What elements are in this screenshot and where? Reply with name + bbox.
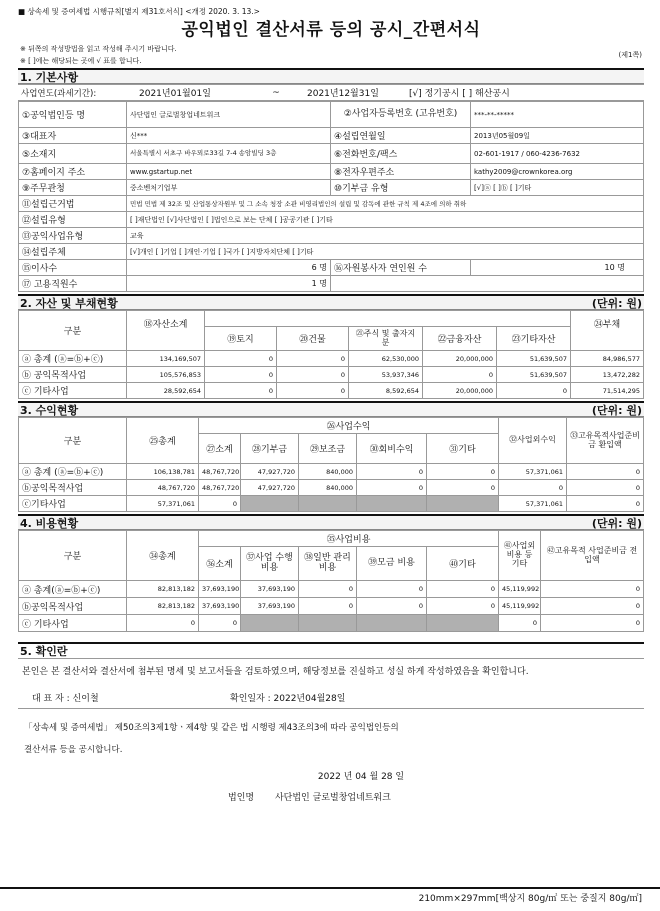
col-rev-total: ㉕총계 — [127, 418, 199, 464]
col-category: 구분 — [19, 531, 127, 581]
cell: 57,371,061 — [127, 496, 199, 512]
donation-type-value: [√]ⓐ [ ]ⓑ [ ]기타 — [471, 180, 644, 196]
paper-spec: 210mm×297mm[백상지 80g/㎡ 또는 중질지 80g/㎡] — [0, 887, 660, 904]
confirm-date: 확인일자 : 2022년04월28일 — [230, 694, 346, 704]
col-reserve-transfer: ㊷고유목적 사업준비금 전입액 — [541, 531, 644, 581]
col-category: 구분 — [19, 311, 127, 351]
section-title-text: 5. 확인란 — [20, 645, 68, 658]
cell: 82,813,182 — [127, 581, 199, 598]
col-donation: ㉘기부금 — [241, 434, 299, 464]
unit-label: (단위: 원) — [591, 297, 642, 310]
fy-start: 2021년01월01일 — [136, 85, 248, 101]
col-building: ⑳건물 — [277, 327, 349, 351]
cell: 71,514,295 — [571, 383, 644, 399]
cell: 13,472,282 — [571, 367, 644, 383]
section-assets-title — [18, 294, 644, 310]
cell: 20,000,000 — [423, 351, 497, 367]
col-asset-total: ⑱자산소계 — [127, 311, 205, 351]
volunteers-value: 10 명 — [471, 260, 644, 276]
col-subsidy: ㉙보조금 — [299, 434, 357, 464]
expense-table — [18, 530, 644, 632]
cell: 0 — [357, 598, 427, 615]
cell: 0 — [567, 480, 644, 496]
shaded-cell — [427, 615, 499, 632]
col-reserve-reversal: ㉝고유목적사업준비금 환입액 — [567, 418, 644, 464]
col-other-assets: ㉓기타자산 — [497, 327, 571, 351]
cell: 57,371,061 — [499, 496, 567, 512]
est-type-label: ⑫설립유형 — [19, 212, 127, 228]
phone-value: 02-601-1917 / 060-4236-7632 — [471, 144, 644, 164]
fy-label: 사업연도(과세기간): — [18, 85, 136, 101]
authority-value: 중소벤처기업부 — [127, 180, 331, 196]
section-confirm-title — [18, 642, 644, 658]
cell: 0 — [205, 351, 277, 367]
empty-cell — [331, 276, 644, 292]
cell: 20,000,000 — [423, 383, 497, 399]
employees-value: 1 명 — [127, 276, 331, 292]
rep-value: 신*** — [127, 128, 331, 144]
section-title-text: 1. 기본사항 — [20, 71, 79, 84]
corp-name: 사단법인 글로벌창업네트워크 — [274, 793, 391, 803]
section-title-text: 2. 자산 및 부채현황 — [20, 297, 118, 310]
email-label: ⑧전자우편주소 — [331, 164, 471, 180]
cell: 840,000 — [299, 464, 357, 480]
cell: 57,371,061 — [499, 464, 567, 480]
cell: 0 — [357, 581, 427, 598]
note-2: ※ [ ]에는 해당되는 곳에 √ 표를 합니다. — [20, 57, 142, 65]
unit-label: (단위: 원) — [591, 404, 642, 417]
homepage-label: ⑦홈페이지 주소 — [19, 164, 127, 180]
donation-type-label: ⑩기부금 유형 — [331, 180, 471, 196]
col-non-op-expense: ㊶사업외 비용 등 기타 — [499, 531, 541, 581]
cell: 106,138,781 — [127, 464, 199, 480]
est-date-value: 2013년05월09일 — [471, 128, 644, 144]
corp-name-label: ①공익법인등 명 — [19, 102, 127, 128]
address-label: ⑤소재지 — [19, 144, 127, 164]
cell: 0 — [205, 367, 277, 383]
cell: 47,927,720 — [241, 464, 299, 480]
cell: 0 — [299, 598, 357, 615]
biz-type-label: ⑬공익사업유형 — [19, 228, 127, 244]
row-public-label: ⓑ 공익목적사업 — [19, 367, 127, 383]
shaded-cell — [357, 496, 427, 512]
cell: 0 — [567, 464, 644, 480]
cell: 28,592,654 — [127, 383, 205, 399]
rep-label: ③대표자 — [19, 128, 127, 144]
section-revenue-title — [18, 401, 644, 417]
phone-label: ⑥전화번호/팩스 — [331, 144, 471, 164]
cell: 0 — [567, 496, 644, 512]
cell: 0 — [205, 383, 277, 399]
shaded-cell — [299, 615, 357, 632]
col-admin-cost: ㊳일반 관리비용 — [299, 547, 357, 581]
authority-label: ⑨주무관청 — [19, 180, 127, 196]
directors-value: 6 명 — [127, 260, 331, 276]
revenue-table — [18, 417, 644, 512]
cell: 8,592,654 — [349, 383, 423, 399]
cell: 51,639,507 — [497, 367, 571, 383]
address-value: 서울특별시 서초구 바우뫼로33길 7-4 송암빌딩 3층 — [127, 144, 331, 164]
col-liabilities: ㉔부채 — [571, 311, 644, 351]
cell: 105,576,853 — [127, 367, 205, 383]
corp-name-value: 사단법인 글로벌창업네트워크 — [127, 102, 331, 128]
law-text — [18, 709, 644, 761]
cell: 37,693,190 — [241, 581, 299, 598]
homepage-value: www.gstartup.net — [127, 164, 331, 180]
confirm-signers — [18, 685, 644, 709]
col-subtotal: ㊱소계 — [199, 547, 241, 581]
cell: 0 — [427, 598, 499, 615]
cell: 0 — [357, 480, 427, 496]
col-fundraising-cost: ㊴모금 비용 — [357, 547, 427, 581]
cell: 0 — [277, 383, 349, 399]
cell: 0 — [423, 367, 497, 383]
cell: 0 — [277, 367, 349, 383]
cell: 53,937,346 — [349, 367, 423, 383]
col-biz-revenue: ㉖사업수익 — [199, 418, 499, 434]
cell: 37,693,190 — [199, 598, 241, 615]
col-category: 구분 — [19, 418, 127, 464]
cell: 0 — [127, 615, 199, 632]
founder-value: [√]개인 [ ]기업 [ ]개인·기업 [ ]국가 [ ]지방자치단체 [ ]기타 — [127, 244, 644, 260]
cell: 0 — [541, 581, 644, 598]
notes — [18, 42, 644, 68]
form-page — [18, 6, 644, 803]
col-other: ㉛기타 — [427, 434, 499, 464]
sign-date: 2022 년 04 월 28 일 — [317, 772, 405, 782]
cell: 48,767,720 — [127, 480, 199, 496]
fiscal-year-row — [18, 84, 644, 101]
section-basic-info-title — [18, 68, 644, 84]
corp-sign — [18, 790, 644, 803]
section-expense-title — [18, 514, 644, 530]
bizno-label: ②사업자등록번호 (고유번호) — [331, 102, 471, 128]
employees-label: ⑰ 고용직원수 — [19, 276, 127, 292]
cell: 82,813,182 — [127, 598, 199, 615]
biz-type-value: 교육 — [127, 228, 644, 244]
fy-end: 2021년12월31일 — [304, 85, 406, 101]
header-spacer — [205, 311, 571, 327]
cell: 0 — [499, 615, 541, 632]
cell: 45,119,992 — [499, 581, 541, 598]
row-other-label: ⓒ기타사업 — [19, 496, 127, 512]
cell: 0 — [357, 464, 427, 480]
form-header: ■ 상속세 및 증여세법 시행규칙[별지 제31호서식] <개정 2020. 3. 13.> — [18, 7, 260, 16]
note-1: ※ 뒤쪽의 작성방법을 읽고 작성해 주시기 바랍니다. — [20, 45, 177, 53]
col-exp-total: ㉞총계 — [127, 531, 199, 581]
cell: 37,693,190 — [241, 598, 299, 615]
unit-label: (단위: 원) — [591, 517, 642, 530]
cell: 51,639,507 — [497, 351, 571, 367]
cell: 48,767,720 — [199, 464, 241, 480]
corp-label: 법인명 — [228, 793, 255, 803]
cell: 0 — [497, 383, 571, 399]
est-date-label: ④설립연월일 — [331, 128, 471, 144]
cell: 48,767,720 — [199, 480, 241, 496]
shaded-cell — [299, 496, 357, 512]
row-total-label: ⓐ 총계(ⓐ=ⓑ+ⓒ) — [19, 581, 127, 598]
cell: 0 — [199, 496, 241, 512]
cell: 84,986,577 — [571, 351, 644, 367]
founder-label: ⑭설립주체 — [19, 244, 127, 260]
cell: 840,000 — [299, 480, 357, 496]
est-type-value: [ ]재단법인 [√]사단법인 [ ]법인으로 보는 단체 [ ]공공기관 [ ]기타 — [127, 212, 644, 228]
page-number: (제1쪽) — [618, 51, 642, 59]
cell: 134,169,507 — [127, 351, 205, 367]
cell: 47,927,720 — [241, 480, 299, 496]
cell: 0 — [299, 581, 357, 598]
directors-label: ⑮이사수 — [19, 260, 127, 276]
col-non-op-revenue: ㉜사업외수익 — [499, 418, 567, 464]
assets-table — [18, 310, 644, 399]
law-line-1: 「상속세 및 증여세법」 제50조의3제1항ㆍ제4항 및 같은 법 시행령 제43조의3에 따라 공익법인등의 — [24, 723, 399, 733]
email-value: kathy2009@crownkorea.org — [471, 164, 644, 180]
section-title-text: 4. 비용현황 — [20, 517, 79, 530]
basic-info-table — [18, 101, 644, 292]
row-public-label: ⓑ공익목적사업 — [19, 480, 127, 496]
col-stocks: ㉑주식 및 출자지분 — [349, 327, 423, 351]
shaded-cell — [357, 615, 427, 632]
row-total-label: ⓐ 총계 (ⓐ=ⓑ+ⓒ) — [19, 351, 127, 367]
law-line-2: 결산서류 등을 공시합니다. — [24, 745, 123, 755]
cell: 0 — [199, 615, 241, 632]
col-exec-cost: ㊲사업 수행비용 — [241, 547, 299, 581]
cell: 62,530,000 — [349, 351, 423, 367]
row-total-label: ⓐ 총계 (ⓐ=ⓑ+ⓒ) — [19, 464, 127, 480]
col-subtotal: ㉗소계 — [199, 434, 241, 464]
cell: 0 — [427, 480, 499, 496]
row-public-label: ⓑ공익목적사업 — [19, 598, 127, 615]
rep-signature: 대 표 자 : 신이철 — [32, 694, 99, 704]
cell: 0 — [541, 615, 644, 632]
cell: 0 — [427, 581, 499, 598]
col-membership: ㉚회비수익 — [357, 434, 427, 464]
cell: 0 — [499, 480, 567, 496]
fy-tilde: ~ — [248, 85, 304, 101]
col-financial: ㉒금융자산 — [423, 327, 497, 351]
shaded-cell — [241, 615, 299, 632]
bizno-value: ***-**-***** — [471, 102, 644, 128]
legal-basis-label: ⑪설립근거법 — [19, 196, 127, 212]
col-biz-expense: ㉟사업비용 — [199, 531, 499, 547]
cell: 0 — [277, 351, 349, 367]
cell: 45,119,992 — [499, 598, 541, 615]
row-other-label: ⓒ 기타사업 — [19, 615, 127, 632]
page-title: 공익법인 결산서류 등의 공시_간편서식 — [181, 20, 481, 40]
shaded-cell — [427, 496, 499, 512]
section-title-text: 3. 수익현황 — [20, 404, 79, 417]
volunteers-label: ⑯자원봉사자 연인원 수 — [331, 260, 471, 276]
shaded-cell — [241, 496, 299, 512]
cell: 0 — [427, 464, 499, 480]
cell: 0 — [541, 598, 644, 615]
disclosure-type: [√] 정기공시 [ ] 해산공시 — [406, 85, 644, 101]
cell: 37,693,190 — [199, 581, 241, 598]
col-land: ⑲토지 — [205, 327, 277, 351]
confirm-text: 본인은 본 결산서와 결산서에 첨부된 명세 및 보고서들을 검토하였으며, 해당정보를 진실하고 성실 하게 작성하였음을 확인합니다. — [18, 658, 644, 685]
col-other: ㊵기타 — [427, 547, 499, 581]
row-other-label: ⓒ 기타사업 — [19, 383, 127, 399]
legal-basis-value: 민법 민법 제 32조 및 산업통상자원부 및 그 소속 청장 소관 비영리법인의 설립 및 감독에 관한 규칙 제 4조에 의하 취하 — [127, 196, 644, 212]
